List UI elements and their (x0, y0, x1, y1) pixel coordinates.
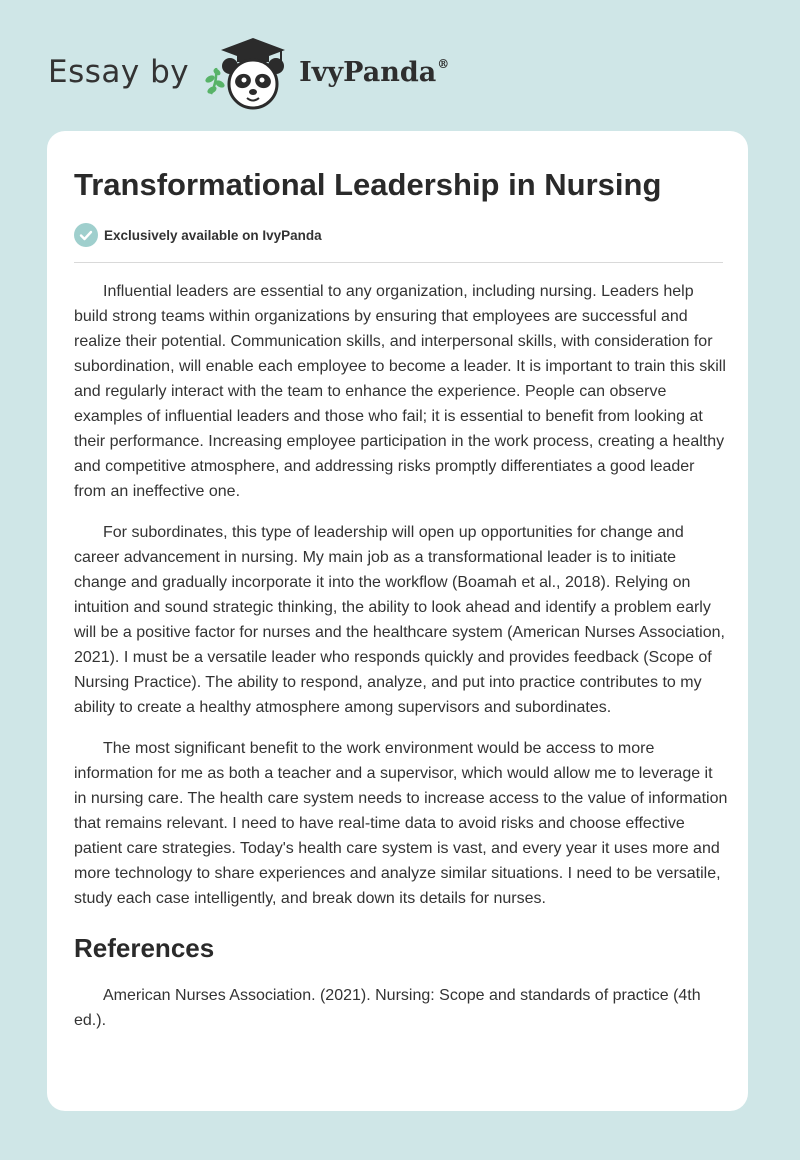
panda-graduate-icon (203, 32, 295, 112)
essay-by-label: Essay by (48, 54, 190, 90)
site-header (48, 32, 449, 112)
check-circle-icon (74, 223, 98, 247)
exclusive-badge-label: Exclusively available on IvyPanda (104, 227, 322, 243)
page-title: Transformational Leadership in Nursing (74, 167, 662, 202)
essay-body (74, 279, 729, 1033)
paragraph: The most significant benefit to the work environment would be access to more information for me as both a teacher and a supervisor, which would allow me to leverage it in nursing care. The health care system needs to increase access to the value of information that remains relevant. I need to have real-time data to avoid risks and choose effective patient care strategies. Today's health care system is vast, and every year it uses more and more technology to share experiences and analyze similar situations. I need to be versatile, study each case intelligently, and break down its details for nurses. (74, 740, 728, 907)
exclusive-badge (74, 223, 322, 247)
paragraph: For subordinates, this type of leadership will open up opportunities for change and career advancement in nursing. My main job as a transformational leader is to initiate change and gradually incorporate it into the workflow (Boamah et al., 2018). Relying on intuition and sound strategic thinking, the ability to look ahead and identify a problem early will be a positive factor for nurses and the healthcare system (American Nurses Association, 2021). I must be a versatile leader who responds quickly and provides feedback (Scope of Nursing Practice). The ability to respond, analyze, and put into practice contributes to my ability to create a healthy atmosphere among supervisors and subordinates. (74, 524, 725, 716)
paragraph: Influential leaders are essential to any organization, including nursing. Leaders help build strong teams within organizations by ensuring that employees are successful and realize their potential. Communication skills, and interpersonal skills, with consideration for subordination, will enable each employee to become a leader. It is important to train this skill and regularly interact with the team to enhance the experience. People can observe examples of influential leaders and those who fail; it is essential to benefit from looking at their performance. Increasing employee participation in the work process, creating a healthy and competitive atmosphere, and addressing risks promptly differentiates a good leader from an ineffective one. (74, 283, 726, 500)
registered-mark: ® (437, 56, 450, 71)
references-heading: References (74, 933, 215, 963)
brand-name[interactable]: IvyPanda® (299, 56, 450, 88)
essay-card (47, 131, 748, 1111)
reference-item: American Nurses Association. (2021). Nursing: Scope and standards of practice (4th ed.). (74, 987, 701, 1029)
divider (74, 262, 723, 263)
